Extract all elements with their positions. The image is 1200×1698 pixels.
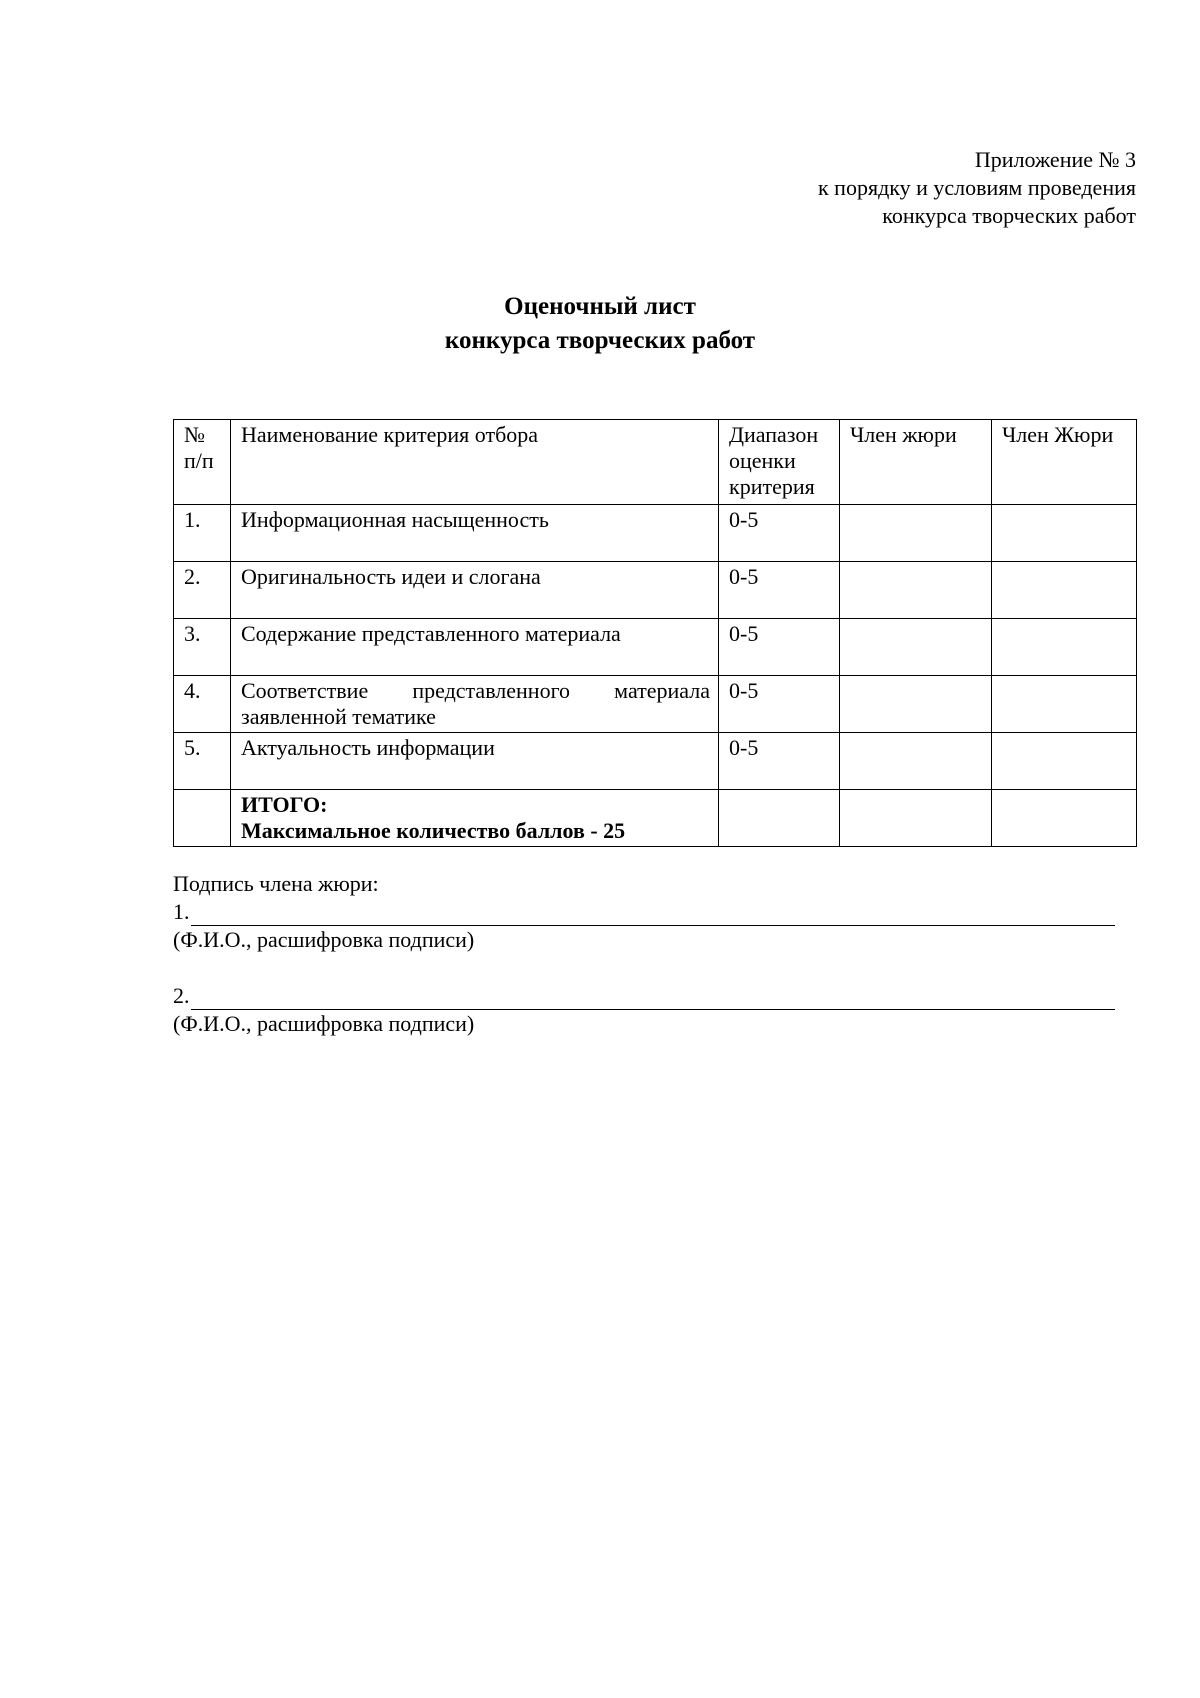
table-header-row: [174, 420, 1137, 505]
signature-caption: (Ф.И.О., расшифровка подписи): [173, 927, 475, 952]
total-max-score: Максимальное количество баллов - 25: [241, 818, 626, 843]
jury-2-score-cell[interactable]: [992, 676, 1137, 733]
jury-1-score-cell[interactable]: [840, 676, 992, 733]
table-row: [174, 562, 1137, 619]
header-criterion: Наименование критерия отбора: [231, 420, 719, 505]
total-label-cell: [231, 790, 719, 847]
row-number: 3.: [174, 619, 231, 676]
row-range: 0-5: [719, 676, 840, 733]
total-jury-1-cell[interactable]: [840, 790, 992, 847]
header-jury-2: Член Жюри: [992, 420, 1137, 505]
jury-1-score-cell[interactable]: [840, 562, 992, 619]
row-criterion: Содержание представленного материала: [231, 619, 719, 676]
row-number: 2.: [174, 562, 231, 619]
table-row: [174, 619, 1137, 676]
row-criterion: Актуальность информации: [231, 733, 719, 790]
row-range: 0-5: [719, 733, 840, 790]
table-row: [174, 676, 1137, 733]
row-criterion: Соответствие представленного материала заявленной тематике: [231, 676, 719, 733]
evaluation-table: [173, 419, 1137, 847]
appendix-line-1: Приложение № 3: [974, 147, 1136, 172]
signature-line-1: [173, 898, 1123, 926]
signature-heading: Подпись члена жюри:: [173, 871, 379, 896]
jury-1-score-cell[interactable]: [840, 619, 992, 676]
title-line-1: Оценочный лист: [504, 293, 696, 320]
jury-2-score-cell[interactable]: [992, 562, 1137, 619]
total-jury-2-cell[interactable]: [992, 790, 1137, 847]
header-number: [174, 420, 231, 505]
signature-section: [173, 870, 1123, 1038]
row-range: 0-5: [719, 562, 840, 619]
jury-2-score-cell[interactable]: [992, 619, 1137, 676]
table-row: [174, 505, 1137, 562]
table-total-row: [174, 790, 1137, 847]
header-jury-1: Член жюри: [840, 420, 992, 505]
row-criterion: Информационная насыщенность: [231, 505, 719, 562]
total-range-cell[interactable]: [719, 790, 840, 847]
row-number: 4.: [174, 676, 231, 733]
row-number: 1.: [174, 505, 231, 562]
jury-1-score-cell[interactable]: [840, 733, 992, 790]
jury-2-score-cell[interactable]: [992, 505, 1137, 562]
signature-spacer: [173, 954, 1123, 982]
row-number: 5.: [174, 733, 231, 790]
header-number-line-2: п/п: [184, 448, 214, 473]
signature-line-2: [173, 982, 1123, 1010]
appendix-line-3: конкурса творческих работ: [882, 203, 1136, 228]
jury-2-score-cell[interactable]: [992, 733, 1137, 790]
signature-field-2[interactable]: [191, 987, 1115, 1010]
signature-field-1[interactable]: [191, 903, 1115, 926]
table-row: [174, 733, 1137, 790]
signature-number: 1.: [173, 899, 190, 924]
row-criterion: Оригинальность идеи и слогана: [231, 562, 719, 619]
title-line-2: конкурса творческих работ: [444, 327, 756, 354]
jury-1-score-cell[interactable]: [840, 505, 992, 562]
row-range: 0-5: [719, 619, 840, 676]
document-title: [0, 290, 1200, 358]
signature-caption: (Ф.И.О., расшифровка подписи): [173, 1011, 475, 1036]
appendix-reference: [536, 146, 1136, 230]
appendix-line-2: к порядку и условиям проведения: [817, 175, 1136, 200]
total-number-cell: [174, 790, 231, 847]
total-label: ИТОГО:: [241, 792, 328, 817]
row-range: 0-5: [719, 505, 840, 562]
signature-number: 2.: [173, 983, 190, 1008]
header-range: Диапазон оценки критерия: [719, 420, 840, 505]
header-number-line-1: №: [184, 422, 205, 447]
